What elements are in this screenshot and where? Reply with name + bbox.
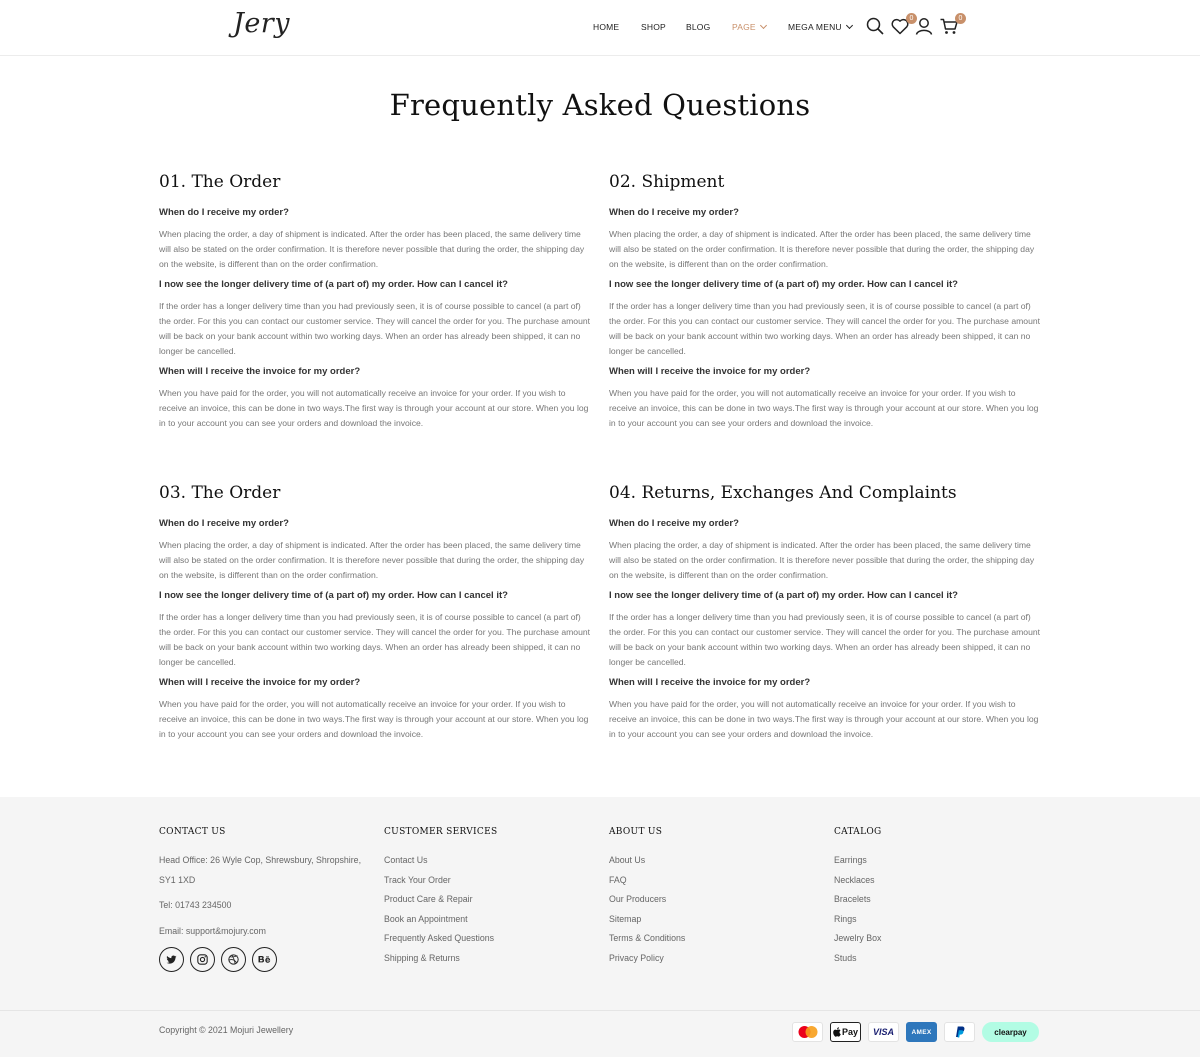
instagram-icon [197,954,208,965]
faq-section-heading: 04. Returns, Exchanges And Complaints [609,483,957,503]
visa-label: VISA [872,1027,894,1037]
contact-email: Email: support&mojury.com [159,925,266,936]
faq-question: When will I receive the invoice for my order? [159,677,361,688]
wishlist-count-badge: 0 [906,13,917,24]
chevron-down-icon [760,22,767,29]
footer-link[interactable]: Earrings [834,855,867,865]
faq-answer: If the order has a longer delivery time than you had previously seen, it is of course possible to cancel (a part of) the order. For this you can contact our customer service. They will cancel the order for you. The purchase amount will be back on your bank account within two working days. When an order has already been shipped, it can no longer be cancelled. [159,612,591,667]
footer-link[interactable]: Shipping & Returns [384,952,460,963]
nav-label: HOME [593,22,620,32]
faq-answer: If the order has a longer delivery time than you had previously seen, it is of course possible to cancel (a part of) the order. For this you can contact our customer service. They will cancel the order for you. The purchase amount will be back on your bank account within two working days. When an order has already been shipped, it can no longer be cancelled. [609,301,1041,356]
nav-label: PAGE [732,22,756,32]
faq-answer: When placing the order, a day of shipment is indicated. After the order has been placed, the same delivery time will also be stated on the order confirmation. It is therefore never possible that during the order, the shipping day on the website, is different than on the order confirmation. [159,540,585,580]
nav-home[interactable] [593,22,619,32]
faq-answer: When placing the order, a day of shipment is indicated. After the order has been placed, the same delivery time will also be stated on the order confirmation. It is therefore never possible that during the order, the shipping day on the website, is different than on the order confirmation. [159,229,585,269]
nav-mega-menu[interactable] [788,22,852,32]
footer-catalog [834,827,882,968]
nav-label: MEGA MENU [788,22,842,32]
visa-icon [868,1022,899,1042]
faq-question: When will I receive the invoice for my order? [609,366,811,377]
site-footer [0,797,1200,1057]
footer-heading: ABOUT US [609,827,663,837]
faq-section-order [159,172,591,437]
amex-label: AMEX [911,1028,932,1036]
social-links [159,947,364,972]
nav-shop[interactable] [641,22,666,32]
instagram-link[interactable] [190,947,215,972]
footer-link[interactable]: Terms & Conditions [609,933,686,943]
dribbble-link[interactable] [221,947,246,972]
site-header [0,0,1200,56]
faq-section-order-2 [159,483,591,748]
faq-answer: If the order has a longer delivery time than you had previously seen, it is of course possible to cancel (a part of) the order. For this you can contact our customer service. They will cancel the order for you. The purchase amount will be back on your bank account within two working days. When an order has already been shipped, it can no longer be cancelled. [609,612,1041,667]
faq-answer: When you have paid for the order, you will not automatically receive an invoice for your order. If you wish to receive an invoice, this can be done in two ways.The first way is through your account at our store. When you log in to your account you can see your orders and download the invoice. [159,699,589,739]
clearpay-icon [982,1022,1039,1042]
faq-section-shipment [609,172,1041,437]
faq-answer: If the order has a longer delivery time than you had previously seen, it is of course possible to cancel (a part of) the order. For this you can contact our customer service. They will cancel the order for you. The purchase amount will be back on your bank account within two working days. When an order has already been shipped, it can no longer be cancelled. [159,301,591,356]
behance-link[interactable] [252,947,277,972]
footer-link[interactable]: Bracelets [834,894,871,904]
twitter-link[interactable] [159,947,184,972]
footer-link[interactable]: FAQ [609,874,627,885]
search-button[interactable] [866,17,886,37]
faq-answer: When placing the order, a day of shipment is indicated. After the order has been placed, the same delivery time will also be stated on the order confirmation. It is therefore never possible that during the order, the shipping day on the website, is different than on the order confirmation. [609,229,1035,269]
behance-icon [258,955,271,964]
clearpay-label: clearpay [994,1027,1027,1037]
apple-pay-icon [830,1022,861,1042]
faq-question: When will I receive the invoice for my order? [159,366,361,377]
faq-answer: When you have paid for the order, you will not automatically receive an invoice for your order. If you wish to receive an invoice, this can be done in two ways.The first way is through your account at our store. When you log in to your account you can see your orders and download the invoice. [609,388,1039,428]
twitter-icon [166,955,177,965]
apple-pay-label: Pay [841,1027,858,1037]
footer-heading: CONTACT US [159,827,226,837]
copyright-text: Copyright © 2021 Mojuri Jewellery [159,1025,294,1035]
faq-question: I now see the longer delivery time of (a part of) my order. How can I cancel it? [609,279,958,290]
footer-link[interactable]: Sitemap [609,913,642,924]
faq-question: When do I receive my order? [609,518,739,529]
faq-question: I now see the longer delivery time of (a part of) my order. How can I cancel it? [159,279,508,290]
faq-question: When do I receive my order? [609,207,739,218]
nav-blog[interactable] [686,22,710,32]
faq-question: When do I receive my order? [159,518,289,529]
faq-question: I now see the longer delivery time of (a part of) my order. How can I cancel it? [159,590,508,601]
site-logo[interactable]: Jery [233,8,290,39]
mastercard-icon [792,1022,823,1042]
footer-link[interactable]: Product Care & Repair [384,894,473,904]
footer-heading: CATALOG [834,827,882,837]
footer-link[interactable]: Privacy Policy [609,952,664,963]
footer-link[interactable]: Frequently Asked Questions [384,933,495,943]
faq-answer: When you have paid for the order, you will not automatically receive an invoice for your order. If you wish to receive an invoice, this can be done in two ways.The first way is through your account at our store. When you log in to your account you can see your orders and download the invoice. [609,699,1039,739]
footer-contact [159,827,364,972]
chevron-down-icon [846,22,853,29]
faq-section-heading: 02. Shipment [609,172,725,192]
dribbble-icon [228,954,239,965]
footer-link[interactable]: Jewelry Box [834,933,882,943]
account-button[interactable] [915,17,935,37]
cart-button[interactable] [940,15,963,38]
footer-link[interactable]: Book an Appointment [384,913,468,924]
faq-section-returns [609,483,1041,748]
nav-label: BLOG [686,22,711,32]
contact-address: Head Office: 26 Wyle Cop, Shrewsbury, Shropshire, SY1 1XD [159,855,362,885]
faq-answer: When placing the order, a day of shipment is indicated. After the order has been placed, the same delivery time will also be stated on the order confirmation. It is therefore never possible that during the order, the shipping day on the website, is different than on the order confirmation. [609,540,1035,580]
amex-icon [906,1022,937,1042]
paypal-icon [944,1022,975,1042]
footer-heading: CUSTOMER SERVICES [384,827,498,837]
user-icon [915,17,933,35]
footer-link[interactable]: Track Your Order [384,874,451,885]
wishlist-button[interactable] [891,15,914,38]
nav-page[interactable] [732,22,766,32]
payment-methods [792,1022,1039,1042]
contact-phone: Tel: 01743 234500 [159,900,232,910]
faq-question: When do I receive my order? [159,207,289,218]
footer-link[interactable]: About Us [609,855,646,865]
footer-link[interactable]: Studs [834,952,857,963]
faq-section-heading: 03. The Order [159,483,281,503]
footer-divider [0,1010,1200,1011]
faq-section-heading: 01. The Order [159,172,281,192]
faq-question: I now see the longer delivery time of (a part of) my order. How can I cancel it? [609,590,958,601]
nav-label: SHOP [641,22,666,32]
footer-link[interactable]: Our Producers [609,894,667,904]
search-icon [866,17,884,35]
faq-answer: When you have paid for the order, you will not automatically receive an invoice for your order. If you wish to receive an invoice, this can be done in two ways.The first way is through your account at our store. When you log in to your account you can see your orders and download the invoice. [159,388,589,428]
footer-link[interactable]: Rings [834,913,857,924]
footer-about [609,827,685,968]
page-title: Frequently Asked Questions [389,88,811,122]
cart-count-badge: 0 [955,13,966,24]
footer-customer-services [384,827,497,968]
faq-question: When will I receive the invoice for my order? [609,677,811,688]
footer-link[interactable]: Contact Us [384,855,428,865]
footer-link[interactable]: Necklaces [834,874,875,885]
